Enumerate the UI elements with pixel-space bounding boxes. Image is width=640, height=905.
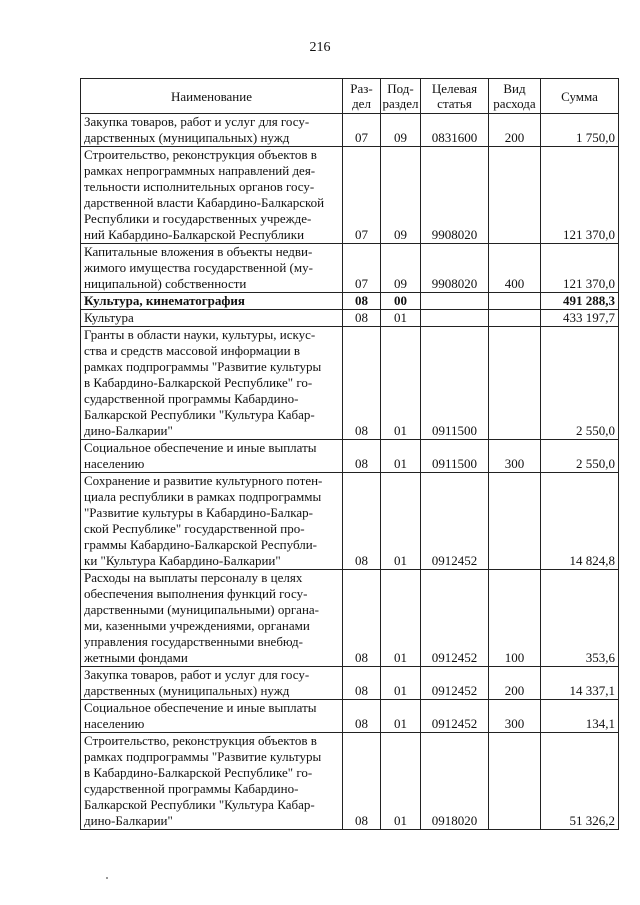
cell-section: 07 — [343, 114, 381, 147]
cell-name: Сохранение и развитие культурного потен- циала республики в рамках подпрограммы "Развитие культуры в Кабардино-Балкар- ской Республике" государственной про- граммы Кабардино-Балкарской Республи- ки "Культура Кабардино-Балкарии" — [81, 473, 343, 570]
cell-section: 07 — [343, 147, 381, 244]
cell-subsection: 01 — [381, 327, 421, 440]
cell-name: Закупка товаров, работ и услуг для госу- дарственных (муниципальных) нужд — [81, 667, 343, 700]
cell-name: Гранты в области науки, культуры, искус- ства и средств массовой информации в рамках подпрограммы "Развитие культуры в Кабардино-Балкарской Республике" го- сударственной программы Кабардино- Балкарской Республики "Культура Кабар- дино-Балкарии" — [81, 327, 343, 440]
cell-expense-type: 300 — [489, 700, 541, 733]
cell-target-article: 0911500 — [421, 440, 489, 473]
cell-target-article: 0912452 — [421, 667, 489, 700]
cell-subsection: 01 — [381, 667, 421, 700]
cell-sum: 134,1 — [541, 700, 619, 733]
table-row — [81, 570, 619, 667]
cell-section: 08 — [343, 327, 381, 440]
table-row — [81, 293, 619, 310]
cell-sum: 14 824,8 — [541, 473, 619, 570]
cell-target-article: 0911500 — [421, 327, 489, 440]
cell-name: Культура, кинематография — [81, 293, 343, 310]
cell-name: Строительство, реконструкция объектов в рамках подпрограммы "Развитие культуры в Кабардино-Балкарской Республике" го- сударственной программы Кабардино- Балкарской Республики "Культура Кабар- дино-Балкарии" — [81, 733, 343, 830]
cell-expense-type — [489, 147, 541, 244]
cell-target-article: 9908020 — [421, 244, 489, 293]
cell-subsection: 09 — [381, 114, 421, 147]
cell-subsection: 01 — [381, 473, 421, 570]
cell-expense-type: 200 — [489, 114, 541, 147]
cell-sum: 353,6 — [541, 570, 619, 667]
cell-target-article: 0912452 — [421, 570, 489, 667]
cell-target-article: 0912452 — [421, 473, 489, 570]
page-number: 216 — [309, 40, 331, 55]
cell-name: Социальное обеспечение и иные выплаты населению — [81, 440, 343, 473]
cell-subsection: 01 — [381, 440, 421, 473]
cell-section: 08 — [343, 293, 381, 310]
cell-sum: 14 337,1 — [541, 667, 619, 700]
cell-expense-type: 200 — [489, 667, 541, 700]
table-row — [81, 440, 619, 473]
header-target-article: Целевая статья — [421, 79, 489, 114]
cell-sum: 121 370,0 — [541, 244, 619, 293]
cell-target-article — [421, 293, 489, 310]
cell-subsection: 09 — [381, 244, 421, 293]
budget-table — [80, 78, 619, 830]
header-name: Наименование — [81, 79, 343, 114]
cell-expense-type — [489, 733, 541, 830]
cell-target-article — [421, 310, 489, 327]
table-row — [81, 667, 619, 700]
table-header-row — [81, 79, 619, 114]
cell-name: Строительство, реконструкция объектов в рамках непрограммных направлений дея- тельности исполнительных органов госу- дарственной власти Кабардино-Балкарской Республики и государственных учрежде- ний Кабардино-Балкарской Республики — [81, 147, 343, 244]
table-row — [81, 310, 619, 327]
table-row — [81, 114, 619, 147]
cell-expense-type: 400 — [489, 244, 541, 293]
table-row — [81, 327, 619, 440]
cell-sum: 433 197,7 — [541, 310, 619, 327]
cell-section: 08 — [343, 473, 381, 570]
cell-subsection: 01 — [381, 733, 421, 830]
cell-sum: 491 288,3 — [541, 293, 619, 310]
cell-expense-type: 100 — [489, 570, 541, 667]
table-row — [81, 700, 619, 733]
header-subsection: Под- раздел — [381, 79, 421, 114]
cell-subsection: 00 — [381, 293, 421, 310]
cell-name: Капитальные вложения в объекты недви- жимого имущества государственной (му- ниципальной) собственности — [81, 244, 343, 293]
cell-target-article: 0918020 — [421, 733, 489, 830]
cell-name: Культура — [81, 310, 343, 327]
header-sum: Сумма — [541, 79, 619, 114]
cell-section: 08 — [343, 310, 381, 327]
cell-sum: 121 370,0 — [541, 147, 619, 244]
table-row — [81, 244, 619, 293]
cell-sum: 2 550,0 — [541, 327, 619, 440]
cell-section: 08 — [343, 440, 381, 473]
scan-artifact-dot — [106, 877, 108, 879]
cell-target-article: 0912452 — [421, 700, 489, 733]
cell-expense-type — [489, 310, 541, 327]
cell-subsection: 09 — [381, 147, 421, 244]
cell-section: 08 — [343, 733, 381, 830]
table-row — [81, 473, 619, 570]
cell-expense-type — [489, 327, 541, 440]
cell-section: 08 — [343, 667, 381, 700]
cell-section: 08 — [343, 700, 381, 733]
cell-section: 08 — [343, 570, 381, 667]
cell-subsection: 01 — [381, 570, 421, 667]
table-row — [81, 147, 619, 244]
cell-sum: 1 750,0 — [541, 114, 619, 147]
cell-name: Социальное обеспечение и иные выплаты населению — [81, 700, 343, 733]
cell-target-article: 0831600 — [421, 114, 489, 147]
table-row — [81, 733, 619, 830]
cell-expense-type: 300 — [489, 440, 541, 473]
cell-section: 07 — [343, 244, 381, 293]
cell-name: Расходы на выплаты персоналу в целях обеспечения выполнения функций госу- дарственными (муниципальными) органа- ми, казенными учреждениями, органами управления государственными внебюд- жетными фондами — [81, 570, 343, 667]
cell-expense-type — [489, 293, 541, 310]
cell-sum: 51 326,2 — [541, 733, 619, 830]
header-expense-type: Вид расхода — [489, 79, 541, 114]
cell-subsection: 01 — [381, 700, 421, 733]
cell-expense-type — [489, 473, 541, 570]
cell-name: Закупка товаров, работ и услуг для госу- дарственных (муниципальных) нужд — [81, 114, 343, 147]
cell-sum: 2 550,0 — [541, 440, 619, 473]
header-section: Раз- дел — [343, 79, 381, 114]
cell-subsection: 01 — [381, 310, 421, 327]
cell-target-article: 9908020 — [421, 147, 489, 244]
